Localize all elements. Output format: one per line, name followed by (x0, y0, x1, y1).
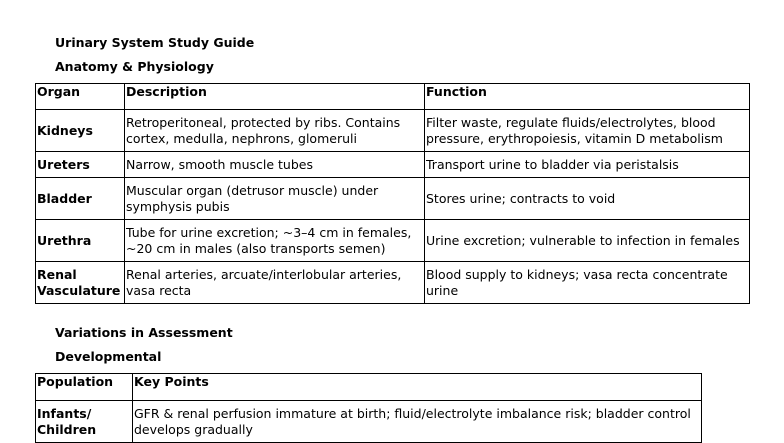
key-points-cell: GFR & renal perfusion immature at birth; fluid/electrolyte imbalance risk; bladder control develops gradually (133, 401, 702, 443)
table-row (36, 178, 750, 220)
table-row (36, 152, 750, 178)
table-header-row (36, 84, 750, 110)
organ-cell: Bladder (36, 178, 125, 220)
description-cell: Renal arteries, arcuate/interlobular arteries, vasa recta (125, 262, 425, 304)
function-cell: Stores urine; contracts to void (425, 178, 750, 220)
anatomy-table (35, 83, 750, 304)
description-cell: Narrow, smooth muscle tubes (125, 152, 425, 178)
table-row (36, 220, 750, 262)
table-header-row (36, 374, 702, 401)
description-cell: Muscular organ (detrusor muscle) under symphysis pubis (125, 178, 425, 220)
table-row (36, 401, 702, 443)
developmental-table (35, 373, 702, 443)
section-heading-anatomy: Anatomy & Physiology (55, 59, 214, 74)
subheading-developmental: Developmental (55, 349, 162, 364)
column-header-function: Function (425, 84, 750, 110)
organ-cell: Kidneys (36, 110, 125, 152)
function-cell: Filter waste, regulate fluids/electrolytes, blood pressure, erythropoiesis, vitamin D metabolism (425, 110, 750, 152)
description-cell: Tube for urine excretion; ~3–4 cm in females, ~20 cm in males (also transports semen) (125, 220, 425, 262)
table-row (36, 262, 750, 304)
population-cell: Infants/ Children (36, 401, 133, 443)
column-header-key-points: Key Points (133, 374, 702, 401)
column-header-organ: Organ (36, 84, 125, 110)
function-cell: Urine excretion; vulnerable to infection in females (425, 220, 750, 262)
section-heading-variations: Variations in Assessment (55, 325, 233, 340)
organ-cell: Urethra (36, 220, 125, 262)
document-title: Urinary System Study Guide (55, 35, 255, 50)
column-header-population: Population (36, 374, 133, 401)
organ-cell: Ureters (36, 152, 125, 178)
function-cell: Blood supply to kidneys; vasa recta concentrate urine (425, 262, 750, 304)
function-cell: Transport urine to bladder via peristalsis (425, 152, 750, 178)
description-cell: Retroperitoneal, protected by ribs. Contains cortex, medulla, nephrons, glomeruli (125, 110, 425, 152)
organ-cell: Renal Vasculature (36, 262, 125, 304)
table-row (36, 110, 750, 152)
column-header-description: Description (125, 84, 425, 110)
